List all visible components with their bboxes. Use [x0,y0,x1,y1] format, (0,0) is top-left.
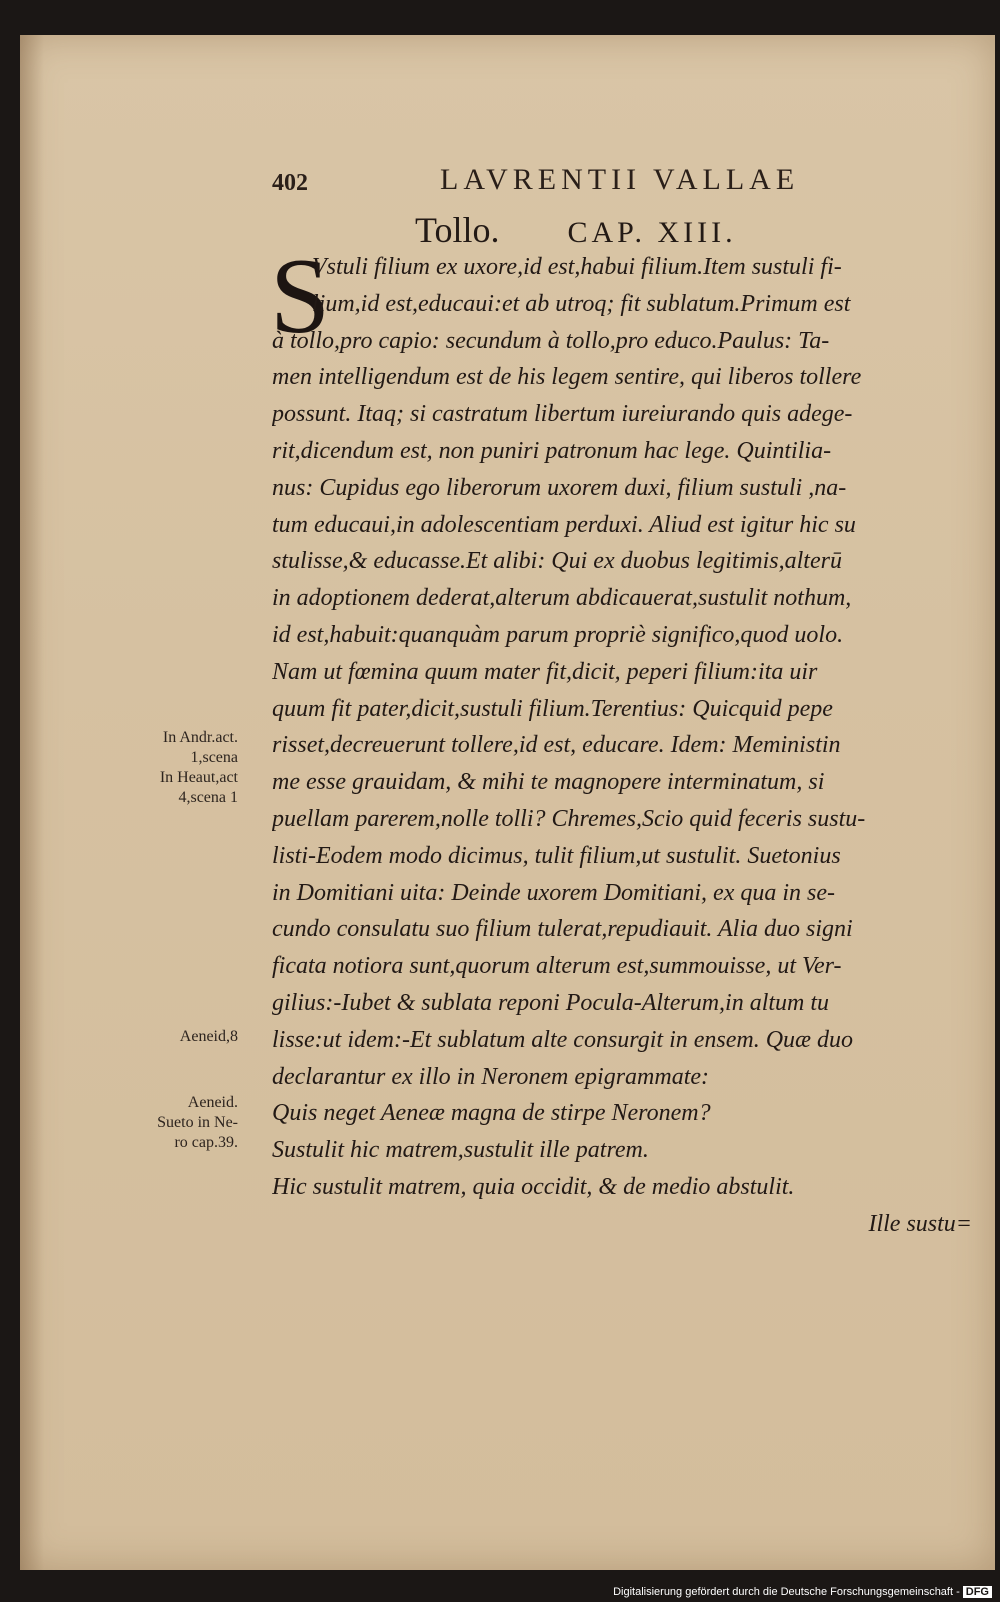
text-line: Nam ut fœmina quum mater fit,dicit, peperi filium:ita uir [272,658,818,685]
text-line: puellam parerem,nolle tolli? Chremes,Scio quid feceris sustu- [272,805,866,832]
book-page [20,35,995,1570]
text-line: listi-Eodem modo dicimus, tulit filium,ut sustulit. Suetonius [272,842,841,869]
credit-text: Digitalisierung gefördert durch die Deutsche Forschungsgemeinschaft - [613,1586,960,1598]
text-line: in Domitiani uita: Deinde uxorem Domitiani, ex qua in se- [272,879,836,906]
text-line: tum educaui,in adolescentiam perduxi. Aliud est igitur hic su [272,511,856,538]
text-line: me esse grauidam, & mihi te magnopere interminatum, si [272,769,825,796]
verse-line: Sustulit hic matrem,sustulit ille patrem. [272,1137,649,1164]
text-line: id est,habuit:quanquàm parum propriè significo,quod uolo. [272,621,844,648]
catchword-line: Ille sustu= [868,1210,972,1237]
text-line: Hic sustulit matrem, quia occidit, & de medio abstulit. [272,1173,795,1200]
text-line: declarantur ex illo in Neronem epigrammate: [272,1063,710,1090]
verse-line: Quis neget Aeneæ magna de stirpe Neronem? [272,1100,711,1127]
page-number: 402 [272,170,308,196]
text-line: stulisse,& educasse.Et alibi: Qui ex duobus legitimis,alterū [272,548,842,575]
text-line: Vstuli filium ex uxore,id est,habui filium.Item sustuli fi- [312,254,842,280]
text-line: possunt. Itaq; si castratum libertum iureiurando quis adege- [272,401,853,428]
text-line: lisse:ut idem:-Et sublatum alte consurgit in ensem. Quæ duo [272,1026,854,1053]
text-line: quum fit pater,dicit,sustuli filium.Terentius: Quicquid pepe [272,695,833,722]
text-line: lium,id est,educaui:et ab utroq; fit sublatum.Primum est [312,290,851,317]
text-line: rit,dicendum est, non puniri patronum hac lege. Quintilia- [272,437,832,464]
chapter-label: CAP. XIII. [567,216,737,249]
text-line: men intelligendum est de his legem sentire, qui liberos tollere [272,364,862,391]
text-line: ficata notiora sunt,quorum alterum est,summouisse, ut Ver- [272,953,842,980]
text-line: gilius:-Iubet & sublata reponi Pocula-Alterum,in altum tu [272,989,830,1016]
text-line: risset,decreuerunt tollere,id est, educare. Idem: Meministin [272,732,841,759]
text-line: in adoptionem dederat,alterum abdicauerat,sustulit nothum, [272,585,852,612]
margin-note-terentius: In Andr.act. 1,scena In Heaut,act 4,scena 1 [159,729,238,806]
text-line: cundo consulatu suo filium tulerat,repudiauit. Alia duo signi [272,916,853,943]
drop-capital: S [270,237,331,356]
digitization-credit [613,1586,992,1598]
text-line: à tollo,pro capio: secundum à tollo,pro educo.Paulus: Ta- [272,327,830,354]
margin-note-aeneid: Aeneid,8 [179,1028,238,1045]
heading-word: Tollo. [415,210,500,250]
margin-note-sueto: Aeneid. Sueto in Ne- ro cap.39. [157,1094,238,1151]
running-title: LAVRENTII VALLAE [440,163,800,196]
dfg-logo: DFG [963,1586,992,1598]
body-text [272,249,972,1243]
chapter-heading [415,209,737,251]
text-line: nus: Cupidus ego liberorum uxorem duxi, filium sustuli ,na- [272,474,847,501]
